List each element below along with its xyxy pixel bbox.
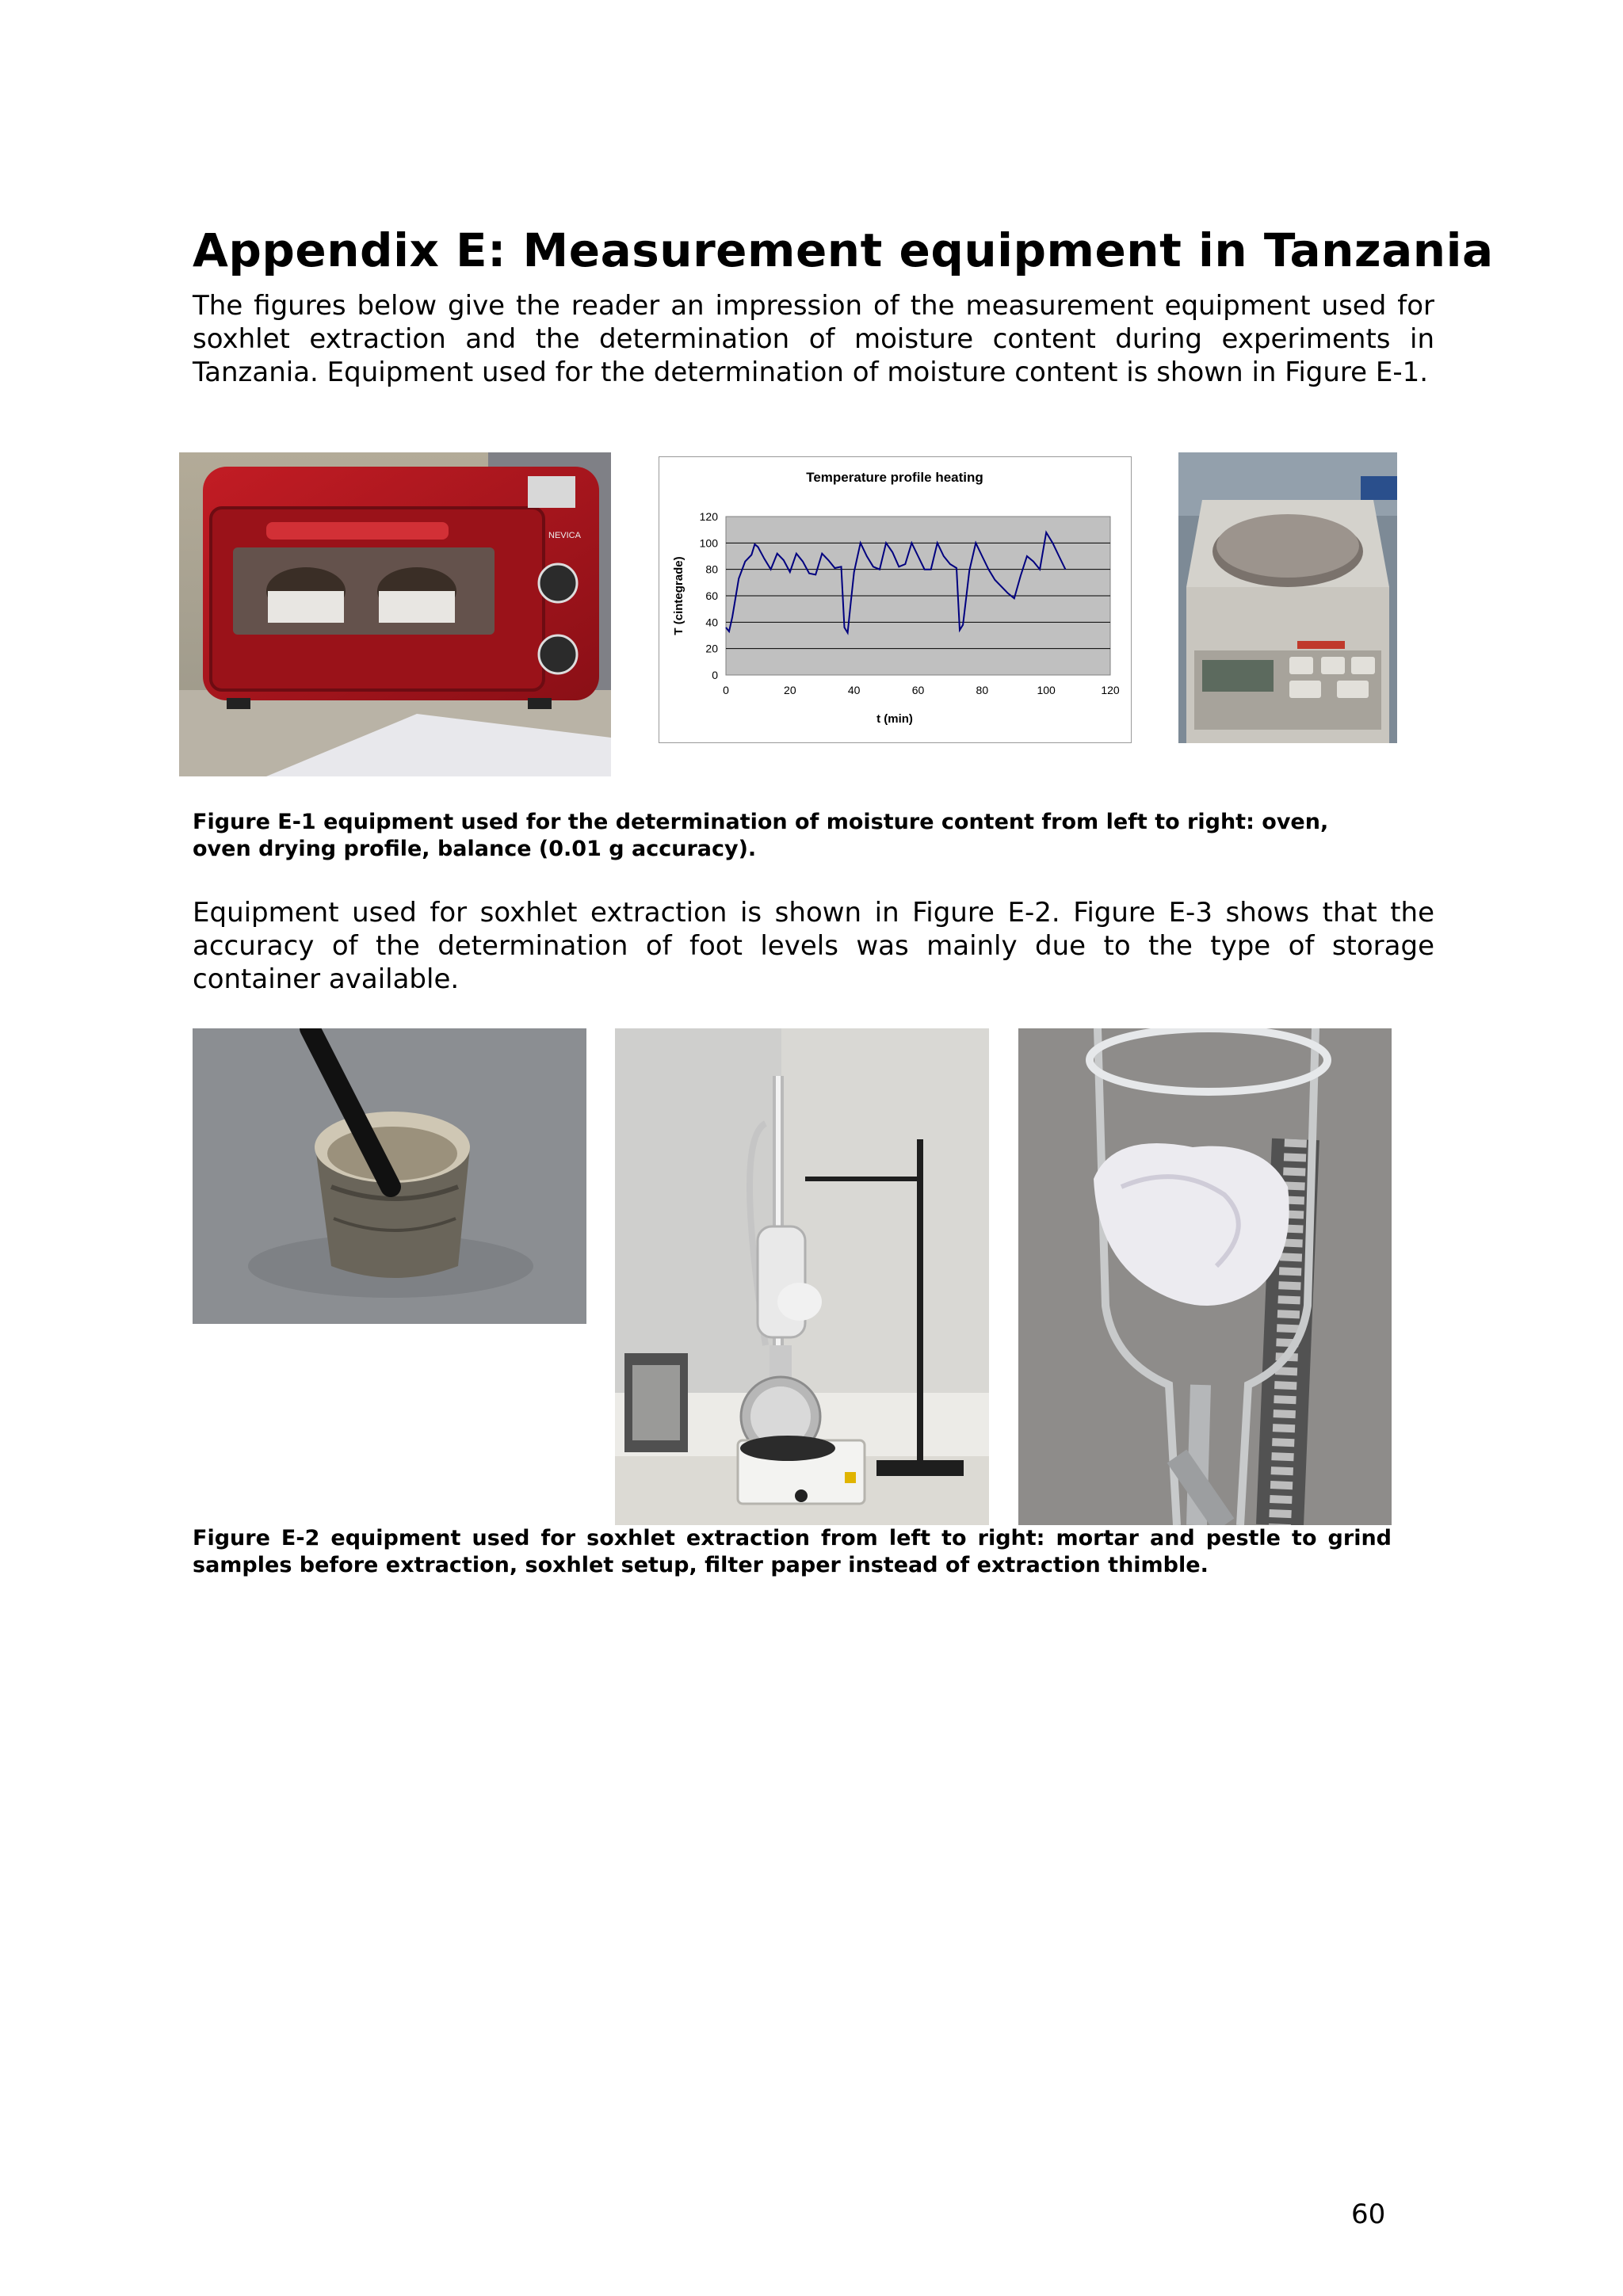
intro-paragraph: The figures below give the reader an impression of the measurement equipment used for soxhlet extraction and the determination of moisture content during experiments in Tanzania. Equipment used for the determination of moisture content is shown in Figure E-1.	[193, 290, 1434, 388]
page-title: Appendix E: Measurement equipment in Tanzania	[193, 223, 1494, 277]
chart-xtick-label: 120	[1101, 684, 1120, 696]
soxhlet-setup-photo	[615, 1028, 989, 1525]
chart-xlabel: t (min)	[876, 712, 913, 726]
chart-xtick-label: 60	[911, 684, 925, 696]
chart-ytick-label: 40	[705, 616, 718, 629]
chart-xtick-label: 0	[723, 684, 729, 696]
chart-ytick-label: 80	[705, 563, 718, 576]
filter-paper-photo	[1018, 1028, 1392, 1525]
mortar-pestle-photo	[193, 1028, 586, 1324]
chart-ylabel: T (cintegrade)	[672, 556, 685, 635]
chart-xtick-label: 20	[784, 684, 796, 696]
chart-title: Temperature profile heating	[806, 470, 983, 485]
chart-ytick-label: 20	[705, 642, 718, 655]
chart-xtick-label: 40	[847, 684, 861, 696]
soxhlet-paragraph: Equipment used for soxhlet extraction is shown in Figure E-2. Figure E-3 shows that the accuracy of the determination of foot levels was mainly due to the type of storage container available.	[193, 897, 1434, 995]
oven-brand-label: NEVICA	[548, 531, 581, 540]
chart-xtick-label: 80	[976, 684, 989, 696]
chart-ytick-label: 0	[712, 669, 718, 681]
chart-xtick-label: 100	[1037, 684, 1056, 696]
figure-e1-caption-line2: oven drying profile, balance (0.01 g accuracy).	[193, 837, 757, 861]
page-number: 60	[1351, 2199, 1386, 2230]
chart-ytick-label: 60	[705, 589, 718, 602]
figure-e2-caption: Figure E-2 equipment used for soxhlet extraction from left to right: mortar and pestle to grind samples before extraction, soxhlet setup, filter paper instead of extraction thimble.	[193, 1526, 1392, 1577]
figure-e1-caption-line1: Figure E-1 equipment used for the determination of moisture content from left to right: oven,	[193, 810, 1329, 834]
balance-photo	[1178, 452, 1397, 743]
oven-photo	[179, 452, 611, 776]
chart-ytick-label: 120	[699, 510, 718, 523]
chart-ytick-label: 100	[699, 536, 718, 550]
temperature-chart	[659, 456, 1132, 743]
